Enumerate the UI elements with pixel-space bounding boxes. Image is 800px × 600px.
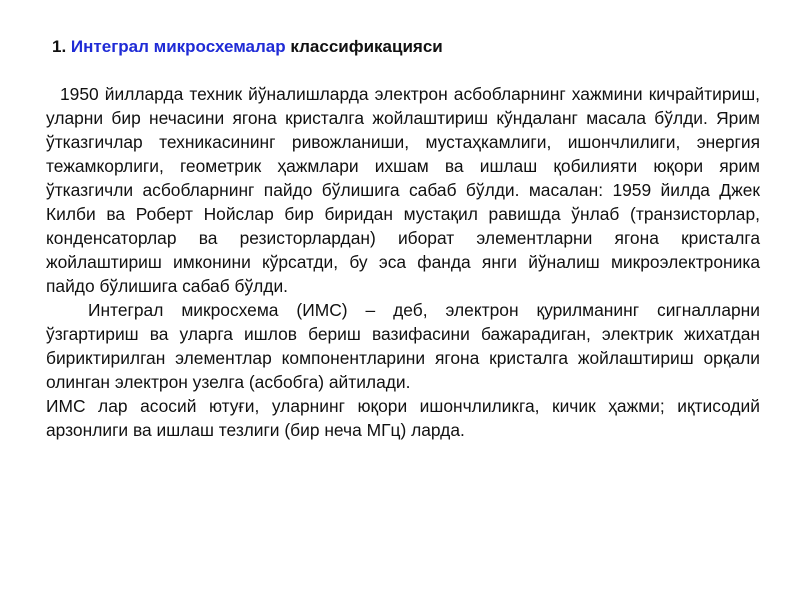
- paragraph-definition: Интеграл микросхема (ИМС) – деб, электрон қурилманинг сигналларни ўзгартириш ва уларга ишлов бериш вазифасини бажарадиган, электрик жихатдан бириктирилган элементлар компонентларини ягона кристалга жойлаштириш орқали олинган электрон узелга (асбобга) айтилади.: [46, 300, 760, 392]
- paragraph-advantages: ИМС лар асосий ютуғи, уларнинг юқори ишончлиликга, кичик ҳажми; иқтисодий арзонлиги ва ишлаш тезлиги (бир неча МГц) ларда.: [46, 396, 760, 440]
- heading-number: 1.: [52, 37, 67, 56]
- heading-rest: классификацияси: [290, 37, 443, 56]
- paragraph-history: 1950 йилларда техник йўналишларда электрон асбобларнинг хажмини кичрайтириш, уларни бир нечасини ягона кристалга жойлаштириш кўндаланг масала бўлди. Ярим ўтказгичлар техникасининг ривожланиши, мустаҳкамлиги, ишончлилиги, энергия тежамкорлиги, геометрик ҳажмлари ихшам ва ишлаш қобилияти юқори ярим ўтказгичли асбобларнинг пайдо бўлишига сабаб бўлди. масалан: 1959 йилда Джек Килби ва Роберт Нойслар бир биридан мустақил равишда ўнлаб (транзисторлар, конденсаторлар ва резисторлардан) иборат элементларни ягона кристалга жойлаштириш имконини кўрсатди, бу эса фанда янги йўналиш микроэлектроника пайдо бўлишига сабаб бўлди.: [46, 84, 760, 296]
- section-heading: [52, 36, 443, 58]
- body-text: [46, 82, 760, 442]
- heading-accent: Интеграл микросхемалар: [70, 37, 286, 56]
